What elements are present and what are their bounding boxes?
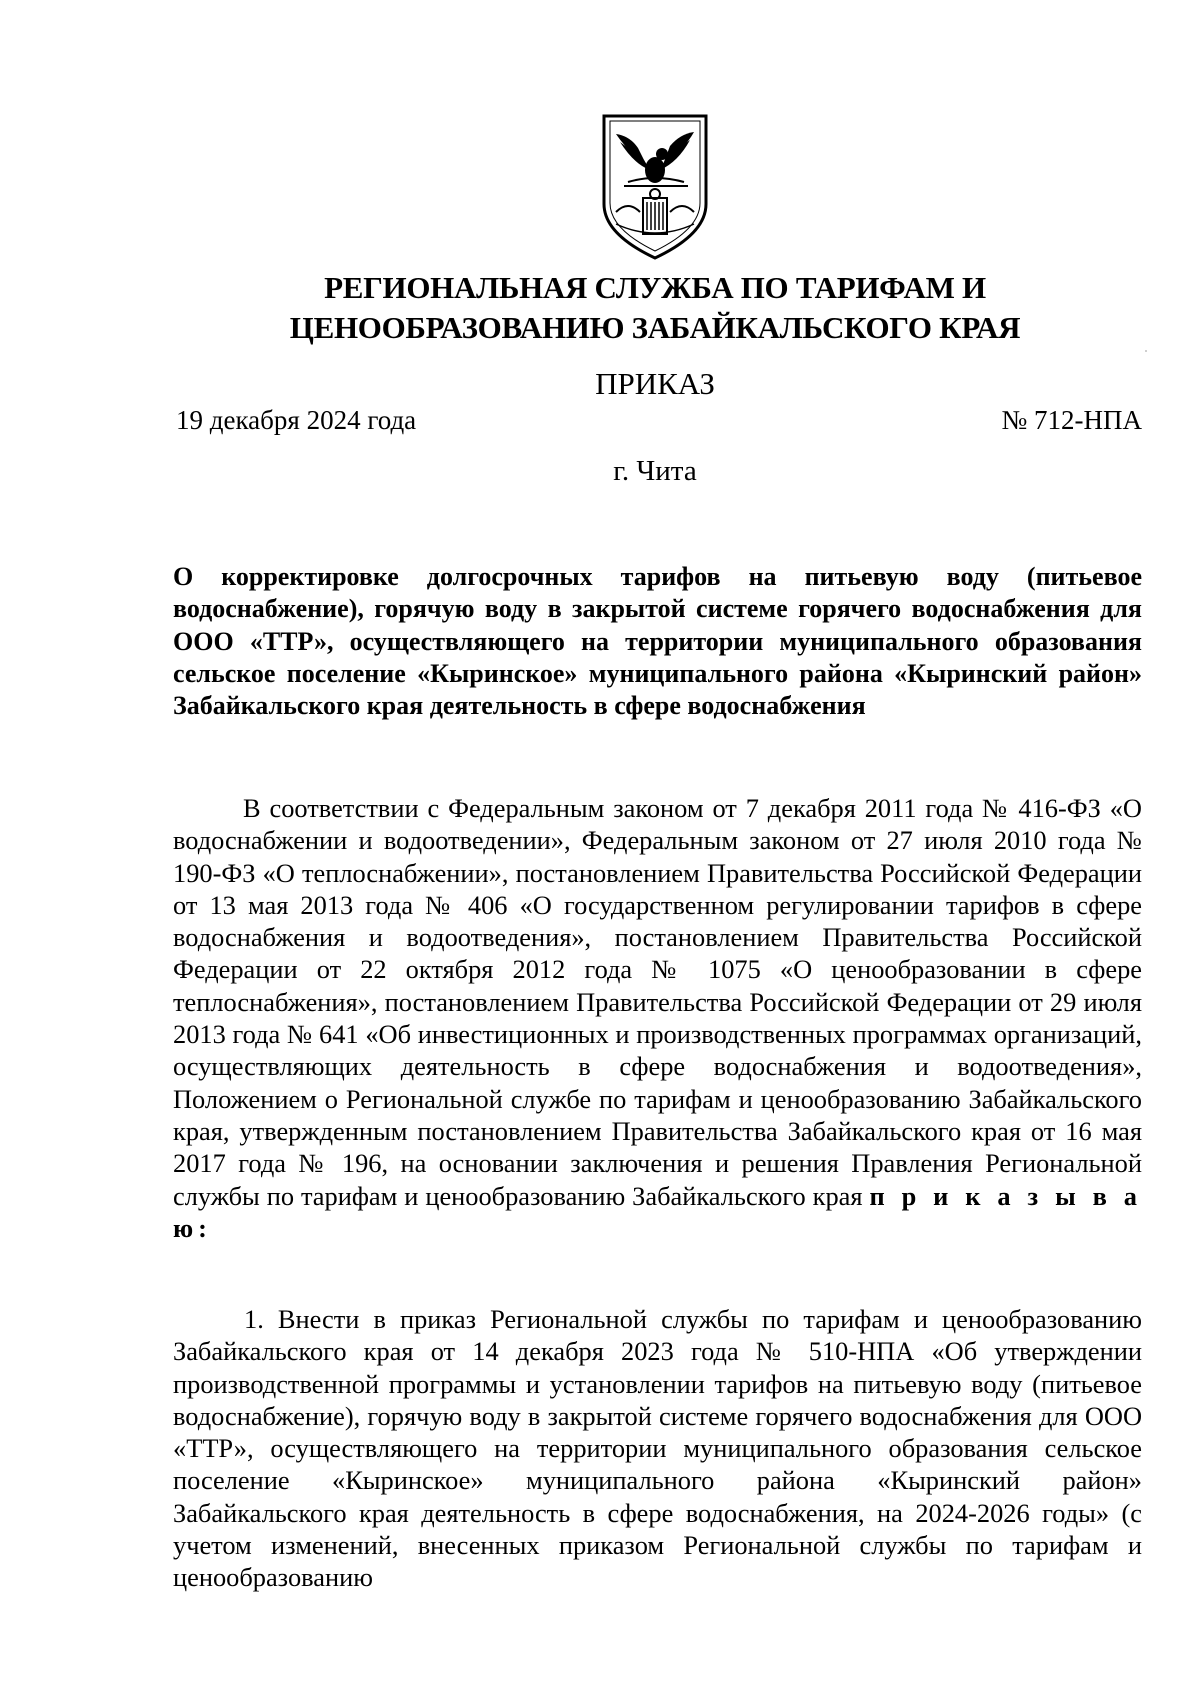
coat-of-arms-icon <box>598 112 712 262</box>
preamble-text: В соответствии с Федеральным законом от 7 декабря 2011 года № 416-ФЗ «О водоснабжении и водоотведении», Федеральным законом от 27 июля 2010 года № 190-ФЗ «О теплоснабжении», постановлением Правительства Российской Федерации от 13 мая 2013 года № 406 «О государственном регулировании тарифов в сфере водоснабжения и водоотведения», постановлением Правительства Российской Федерации от 22 октября 2012 года № 1075 «О ценообразовании в сфере теплоснабжения», постановлением Правительства Российской Федерации от 29 июля 2013 года № 641 «Об инвестиционных и производственных программах организаций, осуществляющих деятельность в сфере водоснабжения и водоотведения», Положением о Региональной службе по тарифам и ценообразованию Забайкальского края, утвержденным постановлением Правительства Забайкальского края от 16 мая 2017 года № 196, на основании заключения и решения Правления Региональной службы по тарифам и ценообразованию Забайкальского края <box>173 793 1142 1211</box>
organization-title-line-2: ЦЕНООБРАЗОВАНИЮ ЗАБАЙКАЛЬСКОГО КРАЯ <box>289 310 1021 345</box>
preamble-paragraph <box>173 792 1142 1244</box>
document-number: № 712-НПА <box>1001 405 1142 435</box>
document-date: 19 декабря 2024 года <box>176 405 417 435</box>
document-subject: О корректировке долгосрочных тарифов на питьевую воду (питьевое водоснабжение), горячую воду в закрытой системе горячего водоснабжения для ООО «ТТР», осуществляющего на территории муниципального образования сельское поселение «Кыринское» муниципального района «Кыринский район» Забайкальского края деятельность в сфере водоснабжения <box>173 562 1142 721</box>
scan-artifact <box>1145 350 1147 352</box>
document-type: ПРИКАЗ <box>595 366 715 401</box>
item-1-paragraph: 1. Внести в приказ Региональной службы по тарифам и ценообразованию Забайкальского края от 14 декабря 2023 года № 510-НПА «Об утверждении производственной программы и установлении тарифов на питьевую воду (питьевое водоснабжение), горячую воду в закрытой системе горячего водоснабжения для ООО «ТТР», осуществляющего на территории муниципального образования сельское поселение «Кыринское» муниципального района «Кыринский район» Забайкальского края деятельность в сфере водоснабжения, на 2024-2026 годы» (с учетом изменений, внесенных приказом Региональной службы по тарифам и ценообразованию <box>173 1304 1142 1593</box>
organization-title-line-1: РЕГИОНАЛЬНАЯ СЛУЖБА ПО ТАРИФАМ И <box>324 270 986 305</box>
order-command: п р и к а з ы в а ю: <box>173 1180 1142 1243</box>
document-city: г. Чита <box>613 455 697 487</box>
